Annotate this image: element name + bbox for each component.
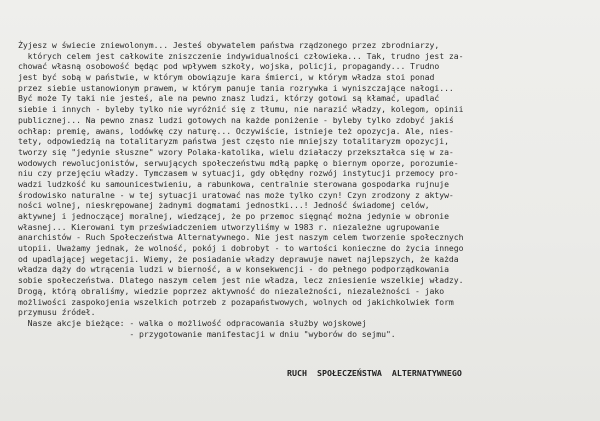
text-line: jest być sobą w państwie, w którym obowiązuje kara śmierci, w którym władza stoi ponad	[18, 72, 435, 83]
text-line: Nasze akcje bieżące: - walka o możliwość odpracowania służby wojskowej	[18, 317, 367, 328]
text-line: - przygotowanie manifestacji w dniu "wyborów do sejmu".	[18, 328, 396, 339]
text-line: siebie i innych - byleby tylko nie wyróżnić się z tłumu, nie narazić władzy, kolegom, opinii	[18, 104, 464, 115]
text-line: wodowych rewolucjonistów, serwujących społeczeństwu mdłą papkę o biernym oporze, porozumie-	[18, 157, 459, 168]
text-line: utopii. Uważamy jednak, że wolność, pokój i dobrobyt - to wartości konieczne do życia innego	[18, 243, 464, 254]
signature: RUCH SPOŁECZEŃSTWA ALTERNATYWNEGO	[287, 368, 462, 378]
body-text	[18, 40, 590, 339]
text-line: środowisko naturalne - w tej sytuacji uratować nas może tylko czyn! Czyn zrodzony z aktyw-	[18, 189, 454, 200]
text-line: publicznej... Na pewno znasz ludzi gotowych na każde poniżenie - byleby tylko zdobyć jakiś	[18, 114, 454, 125]
text-line: Drogą, którą obraliśmy, wiedzie poprzez aktywność do niezależności, niezależności - jako	[18, 285, 445, 296]
text-line: ności wolnej, nieskrępowanej żadnymi dogmatami jednostki...! Jedność świadomej celów,	[18, 200, 430, 211]
text-line: władza dąży do wtrącenia ludzi w bierność, a w konsekwencji - do pełnego podporządkowania	[18, 264, 449, 275]
text-line: sobie społeczeństwa. Dlatego naszym celem jest nie władza, lecz zniesienie wszelkiej władzy.	[18, 275, 464, 286]
text-line: przez siebie ustanowionym prawem, w którym panuje tania rozrywka i wyniszczające nałogi...	[18, 82, 454, 93]
text-line: od upadlającej wegetacji. Wiemy, że posiadanie władzy deprawuje nawet najlepszych, że każda	[18, 253, 459, 264]
text-line: przymusu źródeł.	[18, 307, 96, 318]
text-line: anarchistów - Ruch Społeczeństwa Alternatywnego. Nie jest naszym celem tworzenie społecznych	[18, 232, 464, 243]
text-line: wadzi ludzkość ku samounicestwieniu, a rabunkowa, centralnie sterowana gospodarka rujnuje	[18, 178, 449, 189]
text-line: Żyjesz w świecie zniewolonym... Jesteś obywatelem państwa rządzonego przez zbrodniarzy,	[18, 40, 440, 50]
text-line: których celem jest całkowite zniszczenie indywidualności człowieka... Tak, trudno jest za-	[18, 50, 464, 61]
text-line: aktywnej i jednoczącej moralnej, wiedzącej, że po przemoc sięgnąć można jedynie w obronie	[18, 211, 449, 221]
text-line: ochłap: premię, awans, lodówkę czy naturę... Oczywiście, istnieje też opozycja. Ale, nies-	[18, 125, 454, 136]
text-line: własnej... Kierowani tym przeświadczeniem utworzyliśmy w 1983 r. niezależne ugrupowanie	[18, 221, 440, 232]
text-line: możliwości zaspokojenia wszelkich potrzeb z pozapaństwowych, wolnych od jakichkolwiek form	[18, 296, 454, 307]
text-line: tety, odpowiedzią na totalitaryzm państwa jest często nie mniejszy totalitaryzm opozycji,	[18, 136, 449, 147]
text-line: niu czy przejęciu władzy. Tymczasem w sytuacji, gdy obłędny rozwój instytucji przemocy pro-	[18, 168, 459, 179]
text-line: chować własną osobowość będąc pod wpływem szkoły, wojska, policji, propagandy... Trudno	[18, 61, 440, 72]
text-line: tworzy się "jedynie słuszne" wzory Polaka-katolika, wielu działaczy przekształca się w za-	[18, 146, 454, 157]
text-line: Być może Ty taki nie jesteś, ale na pewno znasz ludzi, którzy gotowi są kłamać, upadlać	[18, 93, 440, 104]
